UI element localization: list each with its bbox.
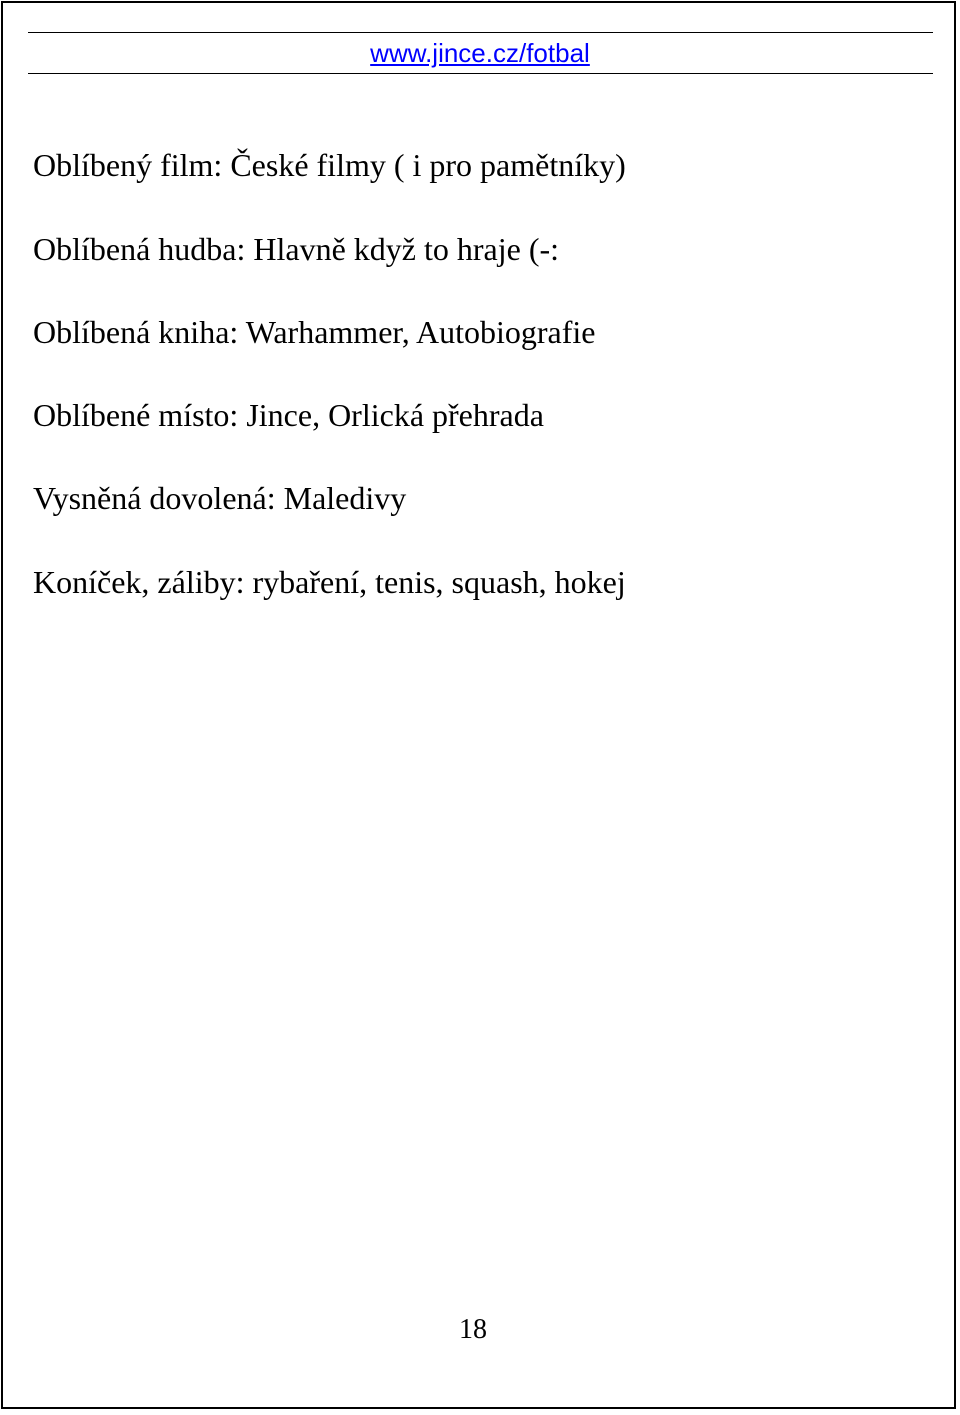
favorite-place-line: Oblíbené místo: Jince, Orlická přehrada	[33, 397, 544, 433]
page-border	[1, 1, 956, 1409]
favorite-film-line: Oblíbený film: České filmy ( i pro pamětníky)	[33, 147, 626, 183]
header-bottom-rule	[28, 73, 933, 74]
page-number: 18	[459, 1314, 487, 1345]
header-website-link[interactable]: www.jince.cz/fotbal	[370, 38, 590, 68]
favorite-book-line: Oblíbená kniha: Warhammer, Autobiografie	[33, 314, 596, 350]
header-top-rule	[28, 32, 933, 33]
hobbies-line: Koníček, záliby: rybaření, tenis, squash, hokej	[33, 564, 626, 600]
favorite-music-line: Oblíbená hudba: Hlavně když to hraje (-:	[33, 231, 560, 267]
dream-vacation-line: Vysněná dovolená: Maledivy	[33, 480, 407, 516]
